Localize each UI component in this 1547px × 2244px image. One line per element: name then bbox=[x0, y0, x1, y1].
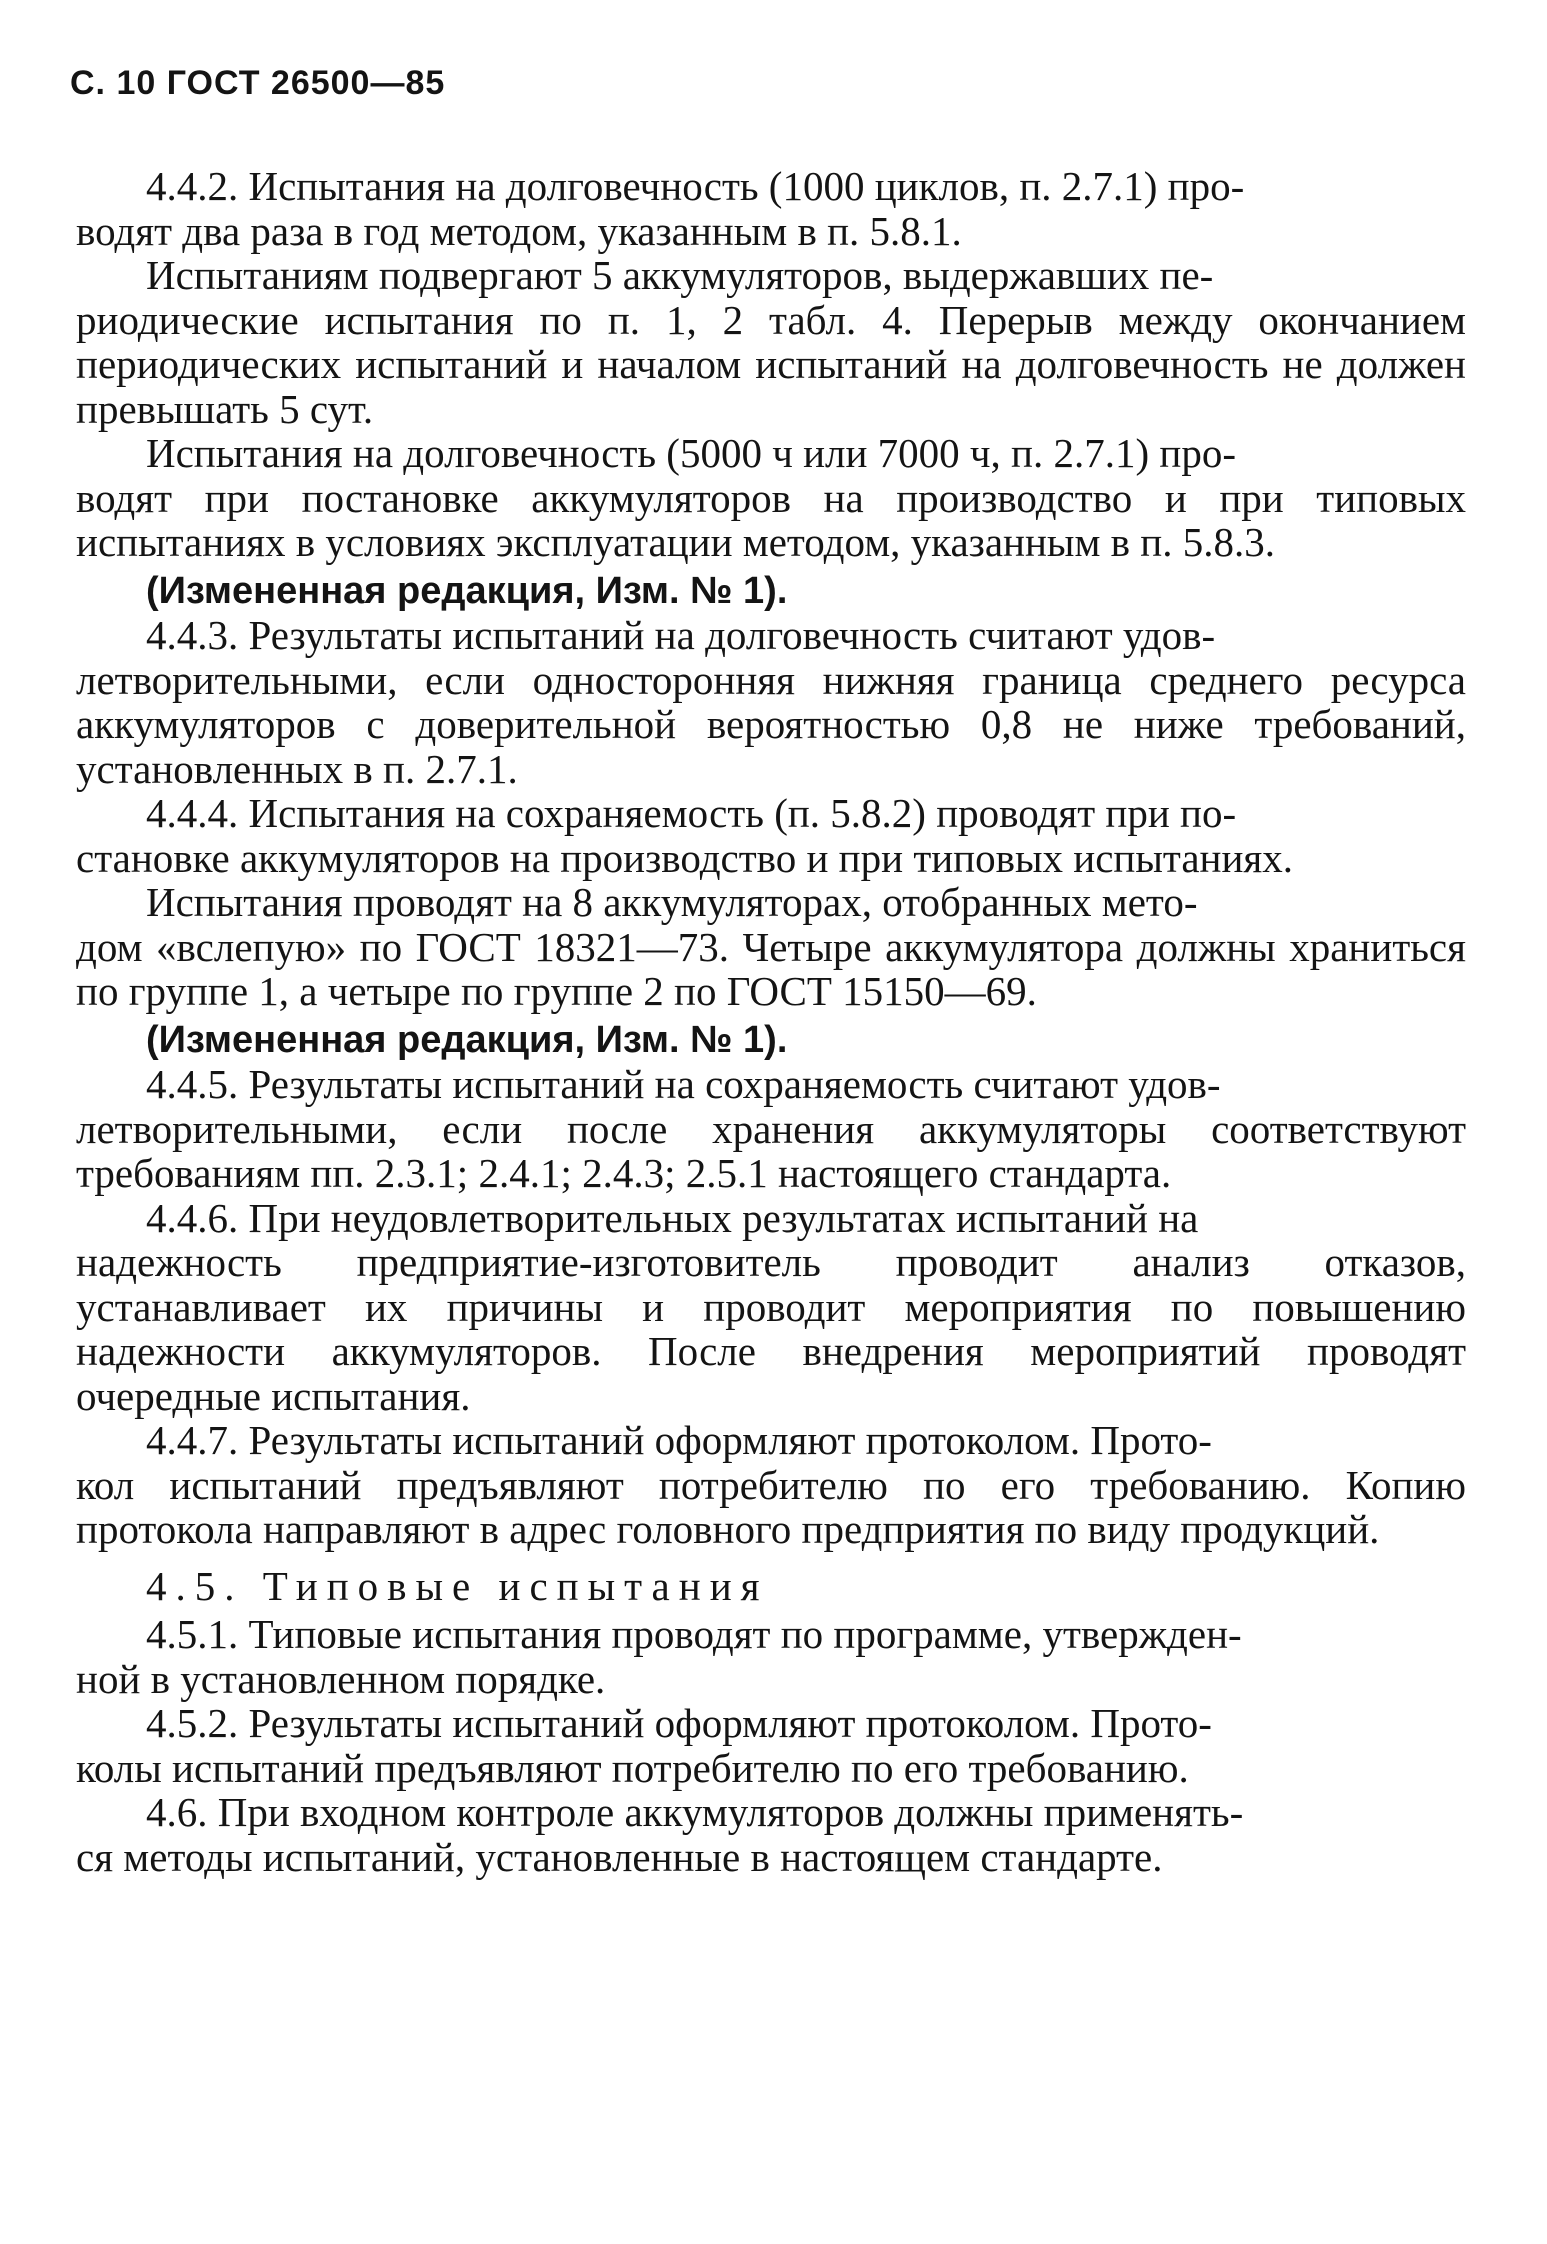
paragraph-first-line: 4.4.6. При неудовлетворительных результатах испытаний на bbox=[146, 1194, 1199, 1241]
paragraph-continuation: летворительными, если после хранения аккумуляторы соответствуют требованиям пп. 2.3.1; 2.4.1; 2.4.3; 2.5.1 настоящего стандарта. bbox=[76, 1105, 1466, 1196]
paragraph-4-4-3 bbox=[76, 612, 1466, 792]
paragraph-continuation: ся методы испытаний, установленные в настоящем стандарте. bbox=[76, 1833, 1163, 1880]
paragraph-4-4-5 bbox=[76, 1061, 1466, 1196]
amendment-note: (Измененная редакция, Изм. № 1). bbox=[146, 569, 788, 612]
paragraph-durability-5000h bbox=[76, 430, 1466, 565]
paragraph-4-4-6 bbox=[76, 1194, 1466, 1419]
page-header: С. 10 ГОСТ 26500—85 bbox=[70, 64, 446, 102]
paragraph-first-line: Испытаниям подвергают 5 аккумуляторов, выдержавших пе- bbox=[146, 252, 1214, 298]
paragraph-4-4-4 bbox=[76, 790, 1466, 881]
paragraph-continuation: ной в установленном порядке. bbox=[76, 1655, 606, 1702]
paragraph-4-5-1 bbox=[76, 1611, 1466, 1702]
paragraph-4-4-2 bbox=[76, 163, 1466, 254]
paragraph-first-line: 4.4.7. Результаты испытаний оформляют протоколом. Прото- bbox=[146, 1417, 1212, 1463]
paragraph-first-line: Испытания проводят на 8 аккумуляторах, отобранных мето- bbox=[146, 879, 1198, 925]
paragraph-continuation: водят два раза в год методом, указанным в п. 5.8.1. bbox=[76, 207, 962, 254]
paragraph-8-batteries bbox=[76, 879, 1466, 1014]
paragraph-4-6 bbox=[76, 1789, 1466, 1880]
section-heading-4-5: 4.5. Типовые испытания bbox=[146, 1562, 769, 1609]
paragraph-first-line: 4.4.2. Испытания на долговечность (1000 циклов, п. 2.7.1) про- bbox=[146, 163, 1245, 209]
paragraph-continuation: дом «вслепую» по ГОСТ 18321—73. Четыре аккумулятора должны храниться по группе 1, а четыре по группе 2 по ГОСТ 15150—69. bbox=[76, 923, 1466, 1014]
paragraph-first-line: 4.5.2. Результаты испытаний оформляют протоколом. Прото- bbox=[146, 1700, 1212, 1746]
paragraph-first-line: 4.6. При входном контроле аккумуляторов должны применять- bbox=[146, 1789, 1244, 1835]
paragraph-continuation: кол испытаний предъявляют потребителю по его требованию. Копию протокола направляют в адрес головного предприятия по виду продукций. bbox=[76, 1461, 1466, 1552]
paragraph-continuation: водят при постановке аккумуляторов на производство и при типовых испытаниях в условиях эксплуатации методом, указанным в п. 5.8.3. bbox=[76, 474, 1466, 565]
paragraph-4-4-7 bbox=[76, 1417, 1466, 1552]
paragraph-4-5-2 bbox=[76, 1700, 1466, 1791]
paragraph-first-line: 4.4.5. Результаты испытаний на сохраняемость считают удов- bbox=[146, 1061, 1221, 1107]
paragraph-continuation: становке аккумуляторов на производство и при типовых испытаниях. bbox=[76, 834, 1294, 881]
amendment-note: (Измененная редакция, Изм. № 1). bbox=[146, 1018, 788, 1061]
paragraph-first-line: 4.4.3. Результаты испытаний на долговечность считают удов- bbox=[146, 612, 1216, 658]
paragraph-first-line: 4.5.1. Типовые испытания проводят по программе, утвержден- bbox=[146, 1611, 1242, 1657]
paragraph-continuation: риодические испытания по п. 1, 2 табл. 4. Перерыв между окончанием периодических испытаний и началом испытаний на долговечность не должен превышать 5 сут. bbox=[76, 296, 1466, 432]
paragraph-first-line: Испытания на долговечность (5000 ч или 7000 ч, п. 2.7.1) про- bbox=[146, 430, 1236, 476]
paragraph-first-line: 4.4.4. Испытания на сохраняемость (п. 5.8.2) проводят при по- bbox=[146, 790, 1237, 836]
paragraph-testing-5-batteries bbox=[76, 252, 1466, 432]
document-body bbox=[76, 163, 1466, 1880]
paragraph-continuation: летворительными, если односторонняя нижняя граница среднего ресурса аккумуляторов с доверительной вероятностью 0,8 не ниже требований, установленных в п. 2.7.1. bbox=[76, 656, 1466, 792]
paragraph-continuation: надежность предприятие-изготовитель проводит анализ отказов, устанавливает их причины и проводит мероприятия по повышению надежности аккумуляторов. После внедрения мероприятий проводят очередные испытания. bbox=[76, 1239, 1466, 1419]
paragraph-continuation: колы испытаний предъявляют потребителю по его требованию. bbox=[76, 1744, 1189, 1791]
